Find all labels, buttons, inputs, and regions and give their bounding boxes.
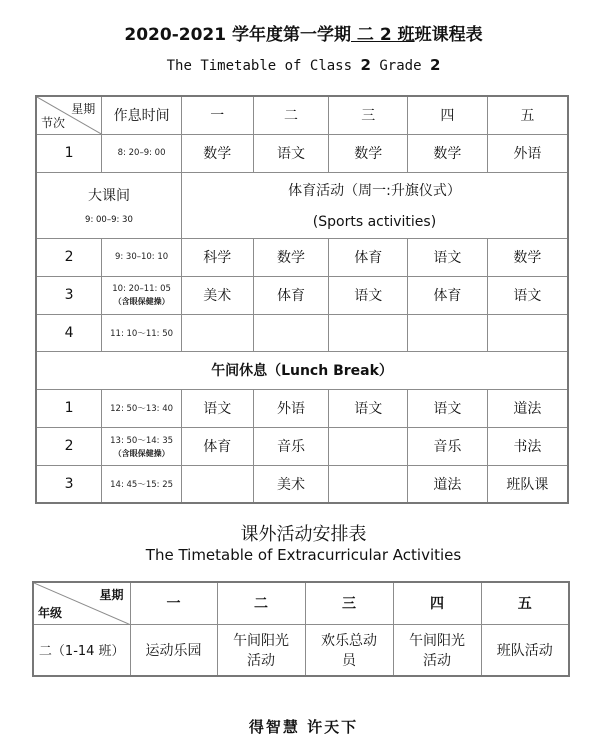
- day-header: 一: [181, 96, 253, 134]
- period-number: 2: [36, 238, 102, 276]
- subject-cell: 语文: [408, 389, 488, 427]
- period-time-text: 13: 50～14: 35: [110, 435, 174, 446]
- subject-cell: 语文: [253, 134, 329, 172]
- period-number: 1: [36, 389, 102, 427]
- subject-cell: 体育: [181, 427, 253, 465]
- timetable-header-row: [36, 96, 568, 134]
- activity-cell: 午间阳光活动: [393, 624, 481, 676]
- subject-cell: [329, 427, 408, 465]
- lunch-break-label: 午间休息（Lunch Break）: [36, 351, 568, 389]
- title-grade-class: 二 2 班: [351, 25, 415, 45]
- subject-cell: 体育: [408, 276, 488, 314]
- big-break-time: 9: 00–9: 30: [85, 215, 133, 225]
- day-header: 四: [408, 96, 488, 134]
- extracurricular-title-cn: 课外活动安排表: [240, 524, 367, 545]
- subject-cell: 语文: [487, 276, 568, 314]
- day-header: 二: [253, 96, 329, 134]
- period-time: 9: 30–10: 10: [102, 238, 182, 276]
- period-number: 3: [36, 276, 102, 314]
- table-row: [36, 276, 568, 314]
- subject-cell: 语文: [408, 238, 488, 276]
- corner-period-label: 节次: [41, 115, 66, 130]
- period-time-text: 10: 20–11: 05: [112, 283, 171, 294]
- period-number: 2: [36, 427, 102, 465]
- day-header: 三: [329, 96, 408, 134]
- extracurricular-header-row: [33, 582, 569, 624]
- day-header: 五: [481, 582, 569, 624]
- title-suffix: 班课程表: [414, 25, 483, 45]
- subject-cell: [487, 314, 568, 351]
- period-time: 11: 10～11: 50: [102, 314, 182, 351]
- subtitle-mid: Grade: [370, 58, 430, 74]
- corner-cell: [36, 96, 102, 134]
- subtitle-class-num: 2: [360, 56, 371, 74]
- table-row: [36, 238, 568, 276]
- period-number: 4: [36, 314, 102, 351]
- subject-cell: 外语: [253, 389, 329, 427]
- extracurricular-title-en: The Timetable of Extracurricular Activities: [145, 546, 462, 564]
- subject-cell: 外语: [487, 134, 568, 172]
- activity-cell: 班队活动: [481, 624, 569, 676]
- table-row: [36, 314, 568, 351]
- subject-cell: 体育: [253, 276, 329, 314]
- subject-cell: 道法: [487, 389, 568, 427]
- corner-cell: [33, 582, 130, 624]
- subject-cell: 音乐: [253, 427, 329, 465]
- period-number: 1: [36, 134, 102, 172]
- timetable: [35, 95, 569, 504]
- subject-cell: 科学: [181, 238, 253, 276]
- corner-weekday-label: 星期: [99, 588, 124, 602]
- subject-cell: 数学: [253, 238, 329, 276]
- page-subtitle: [0, 56, 607, 74]
- period-time: 14: 45～15: 25: [102, 465, 182, 503]
- subject-cell: 语文: [181, 389, 253, 427]
- period-time: [102, 276, 182, 314]
- subject-cell: 班队课: [487, 465, 568, 503]
- big-break-row: [36, 172, 568, 238]
- activity-cell: 午间阳光活动: [217, 624, 305, 676]
- big-break-label: 大课间: [87, 188, 130, 204]
- corner-weekday-label: 星期: [71, 102, 96, 116]
- big-break-activity-cn: 体育活动（周一:升旗仪式）: [288, 183, 461, 199]
- subject-cell: [181, 314, 253, 351]
- subtitle-grade-num: 2: [429, 56, 441, 74]
- subject-cell: 语文: [329, 276, 408, 314]
- subject-cell: 体育: [329, 238, 408, 276]
- day-header: 二: [217, 582, 305, 624]
- extracurricular-table: [32, 581, 570, 677]
- activity-cell: 欢乐总动员: [305, 624, 393, 676]
- subject-cell: 语文: [329, 389, 408, 427]
- activity-cell: 运动乐园: [130, 624, 217, 676]
- day-header: 一: [130, 582, 217, 624]
- footer-motto: 得智慧 许天下: [248, 718, 359, 736]
- subject-cell: 美术: [181, 276, 253, 314]
- big-break-activity: [181, 172, 568, 238]
- period-time: 12: 50～13: 40: [102, 389, 182, 427]
- big-break-cell: [36, 172, 181, 238]
- subject-cell: [408, 314, 488, 351]
- period-number: 3: [36, 465, 102, 503]
- big-break-activity-en: (Sports activities): [312, 214, 437, 230]
- subject-cell: 数学: [181, 134, 253, 172]
- subject-cell: [329, 314, 408, 351]
- subject-cell: [181, 465, 253, 503]
- subject-cell: [253, 314, 329, 351]
- page-title: [0, 20, 607, 45]
- period-time: [102, 427, 182, 465]
- table-row: [36, 427, 568, 465]
- subtitle-prefix: The Timetable of Class: [166, 58, 361, 74]
- day-header: 四: [393, 582, 481, 624]
- table-row: [36, 134, 568, 172]
- eye-exercise-note: （含眼保健操）: [113, 448, 170, 458]
- table-row: [33, 624, 569, 676]
- subject-cell: 道法: [408, 465, 488, 503]
- day-header: 五: [487, 96, 568, 134]
- subject-cell: 数学: [329, 134, 408, 172]
- subject-cell: [329, 465, 408, 503]
- subject-cell: 音乐: [408, 427, 488, 465]
- subject-cell: 数学: [487, 238, 568, 276]
- time-header: 作息时间: [102, 96, 182, 134]
- table-row: [36, 389, 568, 427]
- corner-grade-label: 年级: [38, 605, 63, 620]
- lunch-row: [36, 351, 568, 389]
- title-prefix: 2020-2021 学年度第一学期: [124, 25, 351, 45]
- grade-label: 二（1-14 班）: [33, 624, 130, 676]
- subject-cell: 数学: [408, 134, 488, 172]
- day-header: 三: [305, 582, 393, 624]
- period-time: 8: 20–9: 00: [102, 134, 182, 172]
- subject-cell: 美术: [253, 465, 329, 503]
- table-row: [36, 465, 568, 503]
- subject-cell: 书法: [487, 427, 568, 465]
- eye-exercise-note: （含眼保健操）: [113, 296, 170, 306]
